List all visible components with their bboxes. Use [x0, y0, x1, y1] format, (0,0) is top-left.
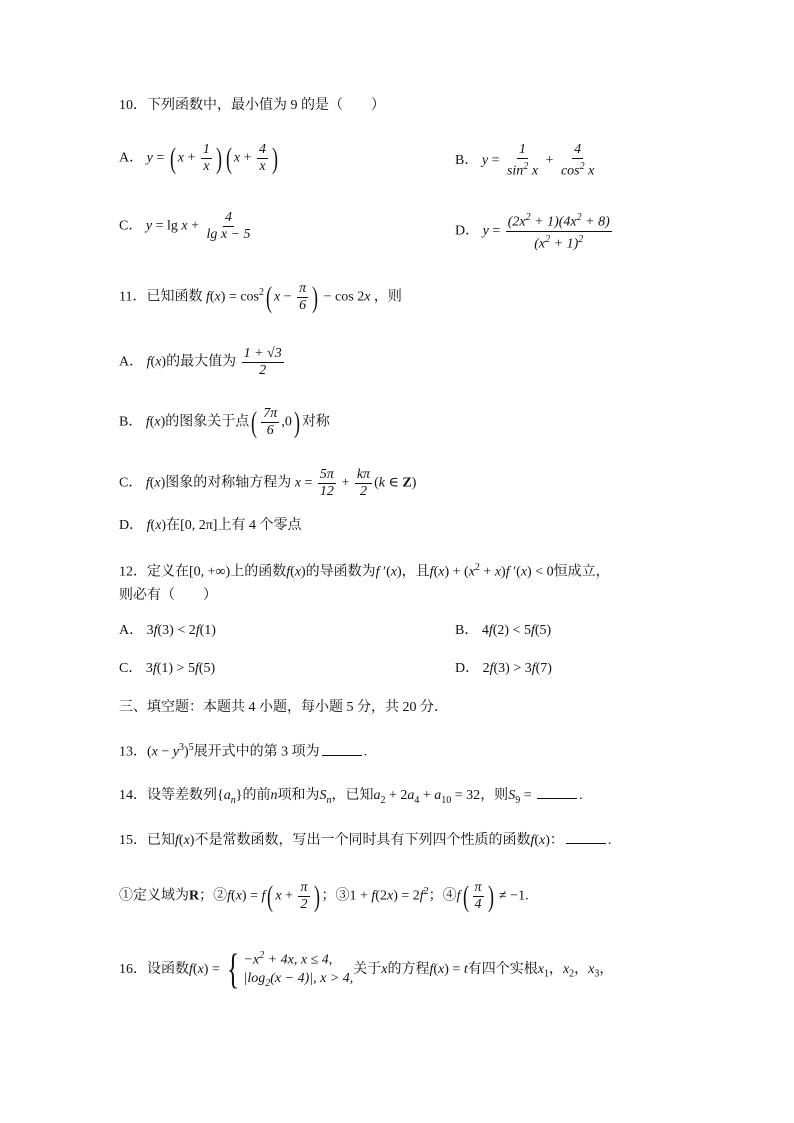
- q10-stem: 10．下列函数中，最小值为 9 的是（ ）: [119, 98, 385, 113]
- q13: 13．$(x - y^3)^5$展开式中的第 3 项为 .: [119, 742, 368, 760]
- q12-option-b: B． 4f(2) < 5f(5): [455, 623, 552, 638]
- q11-option-c: C． f(x)图象的对称轴方程为 x = $\frac{5\pi}{12}$ + $\frac{k\pi}{2}$ (k ∈ Z): [119, 467, 417, 499]
- q12-option-d: D． 2f(3) > 3f(7): [455, 661, 552, 676]
- answer-blank[interactable]: [322, 743, 362, 756]
- section-heading: 三、填空题：本题共 4 小题，每小题 5 分，共 20 分．: [119, 700, 448, 715]
- q11-option-a: A． f(x)的最大值为 $\frac{1 + √3}{2}$: [119, 346, 282, 378]
- q15-properties: ①定义域为R；②f(x) = f( x + $\frac{\pi}{2}$ ) ；③1 + $f(2x) = 2f^2$；④f( $\frac{\pi}{4}$ ) ≠ −1.: [119, 879, 529, 913]
- q12-option-a: A． 3f(3) < 2f(1): [119, 623, 216, 638]
- q10-option-d: D． y = $\frac{(2x^2 + 1)(4x^2 + 8)}{(x^2 + 1)^2}$: [455, 212, 610, 252]
- q15-stem: 15．已知f(x)不是常数函数，写出一个同时具有下列四个性质的函数f(x)： .: [119, 833, 612, 848]
- q11-stem: 11．已知函数 $f(x) = \cos^2$( x − $\frac{\pi}{6}$ ) − cos 2x ，则: [119, 280, 402, 314]
- q12-stem: 12．定义在[0, +∞)上的函数f(x)的导函数为f ′(x)，且$f(x) + (x^2 + x)f$ ′(x) < 0恒成立，: [119, 562, 610, 580]
- q10-option-b: B． y = $\frac{1}{\sin^2 x}$ + $\frac{4}{\cos^2 x}$: [455, 142, 595, 179]
- q11-option-b: B． f(x)的图象关于点( $\frac{7\pi}{6}$ ,0) 对称: [119, 405, 330, 439]
- answer-blank[interactable]: [566, 831, 606, 844]
- q14: 14．设等差数列$\{a_n\}$的前n项和为$S_n$，已知$a_2 + 2a_4 + a_{10} = 32$，则$S_9$ = .: [119, 788, 583, 806]
- q10-option-a: A． y = ( x + $\frac{1}{x}$ ) ( x + $\frac{4}{x}$ ): [119, 141, 278, 175]
- answer-blank[interactable]: [537, 786, 577, 799]
- q16: 16．设函数f(x) = { $-x^2 + 4x$, x ≤ 4, $|\log_2(x - 4)|$, x > 4, 关于x的方程f(x) = t有四个实根$x_1$，$x_2$，$x_3$，: [119, 946, 614, 993]
- q10-option-c: C． y = lg x + $\frac{4}{\text{lg x − 5}}$: [119, 210, 251, 242]
- q11-option-d: D． f(x)在[0, 2π]上有 4 个零点: [119, 518, 302, 533]
- q12-option-c: C． 3f(1) > 5f(5): [119, 661, 216, 676]
- q12-stem-line2: 则必有（ ）: [119, 588, 217, 603]
